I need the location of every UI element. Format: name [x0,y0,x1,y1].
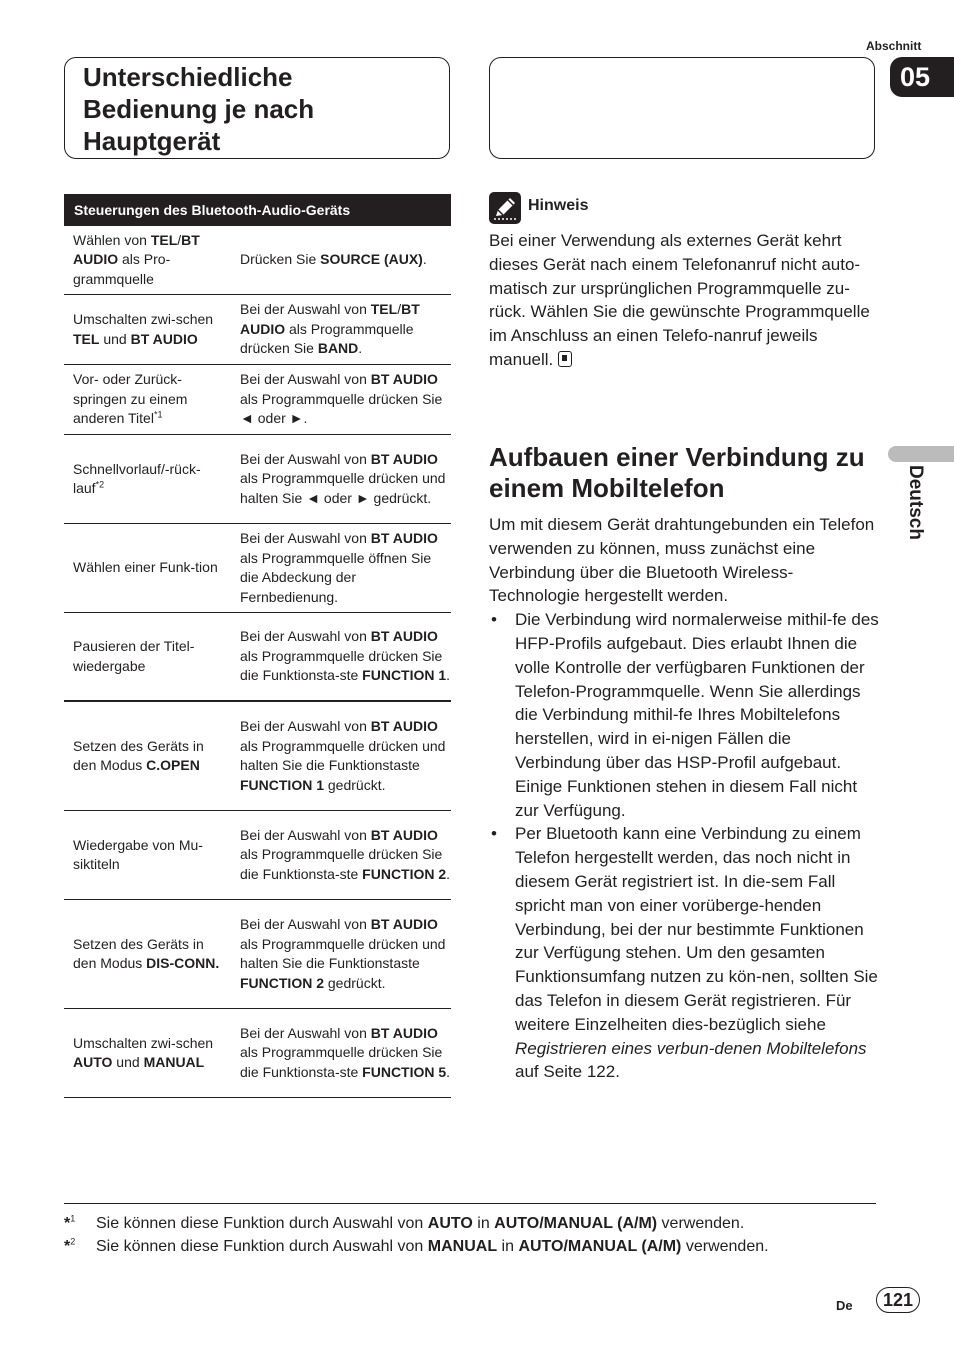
action-cell: Setzen des Geräts in den Modus DIS-CONN. [73,935,220,971]
list-item-text: Die Verbindung wird normalerweise mithil-fe des HFP-Profils aufgebaut. Dies erlaubt Ihnen die volle Kontrolle der verfügbaren Funktionen der Telefon-Programmquelle. Wenn Sie allerdings die Verbindung mithil-fe Ihres Mobiltelefons herstellen, wird in ei-nigen Fällen die Verbindung über das HSP-Profil aufgebaut. Einige Funktionen stehen in diesem Fall nicht zur Verfügung. [515,610,879,820]
page-title-line: Unterschiedliche [83,62,293,92]
operation-cell: Bei der Auswahl von TEL/BT AUDIO als Programmquelle drücken Sie BAND. [240,301,420,357]
operation-cell: Bei der Auswahl von BT AUDIO als Programmquelle öffnen Sie die Abdeckung der Fernbedienung. [240,530,438,605]
table-row [64,1009,451,1098]
language-code: De [836,1298,853,1313]
table-row [64,435,451,524]
table-row [64,226,451,295]
operation-cell: Bei der Auswahl von BT AUDIO als Programmquelle drücken Sie ◄ oder ►. [240,371,443,427]
action-cell: Pausieren der Titel-wiedergabe [73,638,195,674]
bullet-icon: • [491,824,497,844]
cross-reference-link[interactable]: Registrieren eines verbun-denen Mobiltelefons [515,1038,867,1058]
table-row [64,900,451,1009]
end-icon [558,351,572,367]
list-item-text-end: auf Seite 122. [515,1062,620,1082]
footnote-2 [64,1237,924,1257]
page-title [83,61,431,157]
note-icon [489,192,521,224]
table-row [64,295,451,365]
section-number: 05 [890,57,954,97]
section-label: Abschnitt [866,39,922,53]
operation-cell: Bei der Auswahl von BT AUDIO als Programmquelle drücken und halten Sie ◄ oder ► gedrückt. [240,450,446,506]
note-body: Bei einer Verwendung als externes Gerät kehrt dieses Gerät nach einem Telefonanruf nicht auto-matisch zur ursprünglichen Programmquelle zu-rück. Wählen Sie die gewünschte Programmquelle im Anschluss an einen Telefo-nanruf jeweils manuell. [489,231,870,369]
footnote-text: Sie können diese Funktion durch Auswahl von AUTO in AUTO/MANUAL (A/M) verwenden. [96,1215,745,1232]
table-row [64,524,451,613]
note-text [489,229,879,372]
list-item [489,608,881,822]
table-row [64,811,451,900]
action-cell: Umschalten zwi-schen TEL und BT AUDIO [73,311,214,347]
page-title-line: Bedienung je nach [83,94,315,124]
note-title: Hinweis [528,197,589,214]
page-title-line: Hauptgerät [83,126,221,156]
language-label-box [866,465,954,555]
controls-table [64,194,451,1098]
page-title-box [64,57,450,159]
section-heading: Aufbauen einer Verbindung zu einem Mobiltelefon [489,442,865,503]
intro-paragraph: Um mit diesem Gerät drahtungebunden ein Telefon verwenden zu können, muss zunächst eine Verbindung über die Bluetooth Wireless-Technologie hergestellt werden. [489,515,875,606]
language-tab [888,446,954,462]
operation-cell: Bei der Auswahl von BT AUDIO als Programmquelle drücken Sie die Funktionsta-ste FUNCTION 2. [240,826,451,882]
table-heading: Steuerungen des Bluetooth-Audio-Geräts [64,194,451,226]
table-row [64,613,451,702]
action-cell: Vor- oder Zurück-springen zu einem anderen Titel$^{*1}$ [73,371,188,427]
empty-frame [489,57,875,159]
footnote-1 [64,1214,924,1234]
footnote-marker: *$^1$ [64,1213,76,1232]
footnote-marker: *$^2$ [64,1236,76,1255]
operation-cell: Bei der Auswahl von BT AUDIO als Programmquelle drücken Sie die Funktionsta-ste FUNCTION 5. [240,1024,451,1080]
table-row [64,365,451,435]
table-body [64,226,451,1098]
action-cell: Wiedergabe von Mu-siktiteln [73,836,203,872]
operation-cell: Bei der Auswahl von BT AUDIO als Programmquelle drücken und halten Sie die Funktionstaste FUNCTION 1 gedrückt. [240,718,446,793]
bullet-icon: • [491,610,497,630]
table-row [64,702,451,811]
footnote-text: Sie können diese Funktion durch Auswahl von MANUAL in AUTO/MANUAL (A/M) verwenden. [96,1238,769,1255]
operation-cell: Drücken Sie SOURCE (AUX). [240,251,427,268]
action-cell: Schnellvorlauf/-rück-lauf$^{*2}$ [73,460,201,496]
action-cell: Umschalten zwi-schen AUTO und MANUAL [73,1034,214,1070]
action-cell: Setzen des Geräts in den Modus C.OPEN [73,737,204,773]
list-item [489,822,881,1084]
operation-cell: Bei der Auswahl von BT AUDIO als Programmquelle drücken Sie die Funktionsta-ste FUNCTION 1. [240,628,451,684]
footnote-divider [64,1203,876,1204]
action-cell: Wählen einer Funk-tion [73,559,218,576]
language-label: Deutsch [905,465,926,540]
operation-cell: Bei der Auswahl von BT AUDIO als Programmquelle drücken und halten Sie die Funktionstaste FUNCTION 2 gedrückt. [240,916,446,991]
section-body [489,513,881,1084]
list-item-text: Per Bluetooth kann eine Verbindung zu einem Telefon hergestellt werden, das noch nicht in diesem Gerät registriert ist. In die-sem Fall spricht man von einer vorüberge-henden Verbindung, bei der nur bestimmte Funktionen zur Verfügung stehen. Um den gesamten Funktionsumfang nutzen zu kön-nen, sollten Sie das Telefon in diesem Gerät registrieren. Für weitere Einzelheiten dies-bezüglich siehe [515,824,878,1034]
page-number: 121 [876,1287,920,1313]
action-cell: Wählen von TEL/BT AUDIO als Pro-grammquelle [73,231,200,287]
